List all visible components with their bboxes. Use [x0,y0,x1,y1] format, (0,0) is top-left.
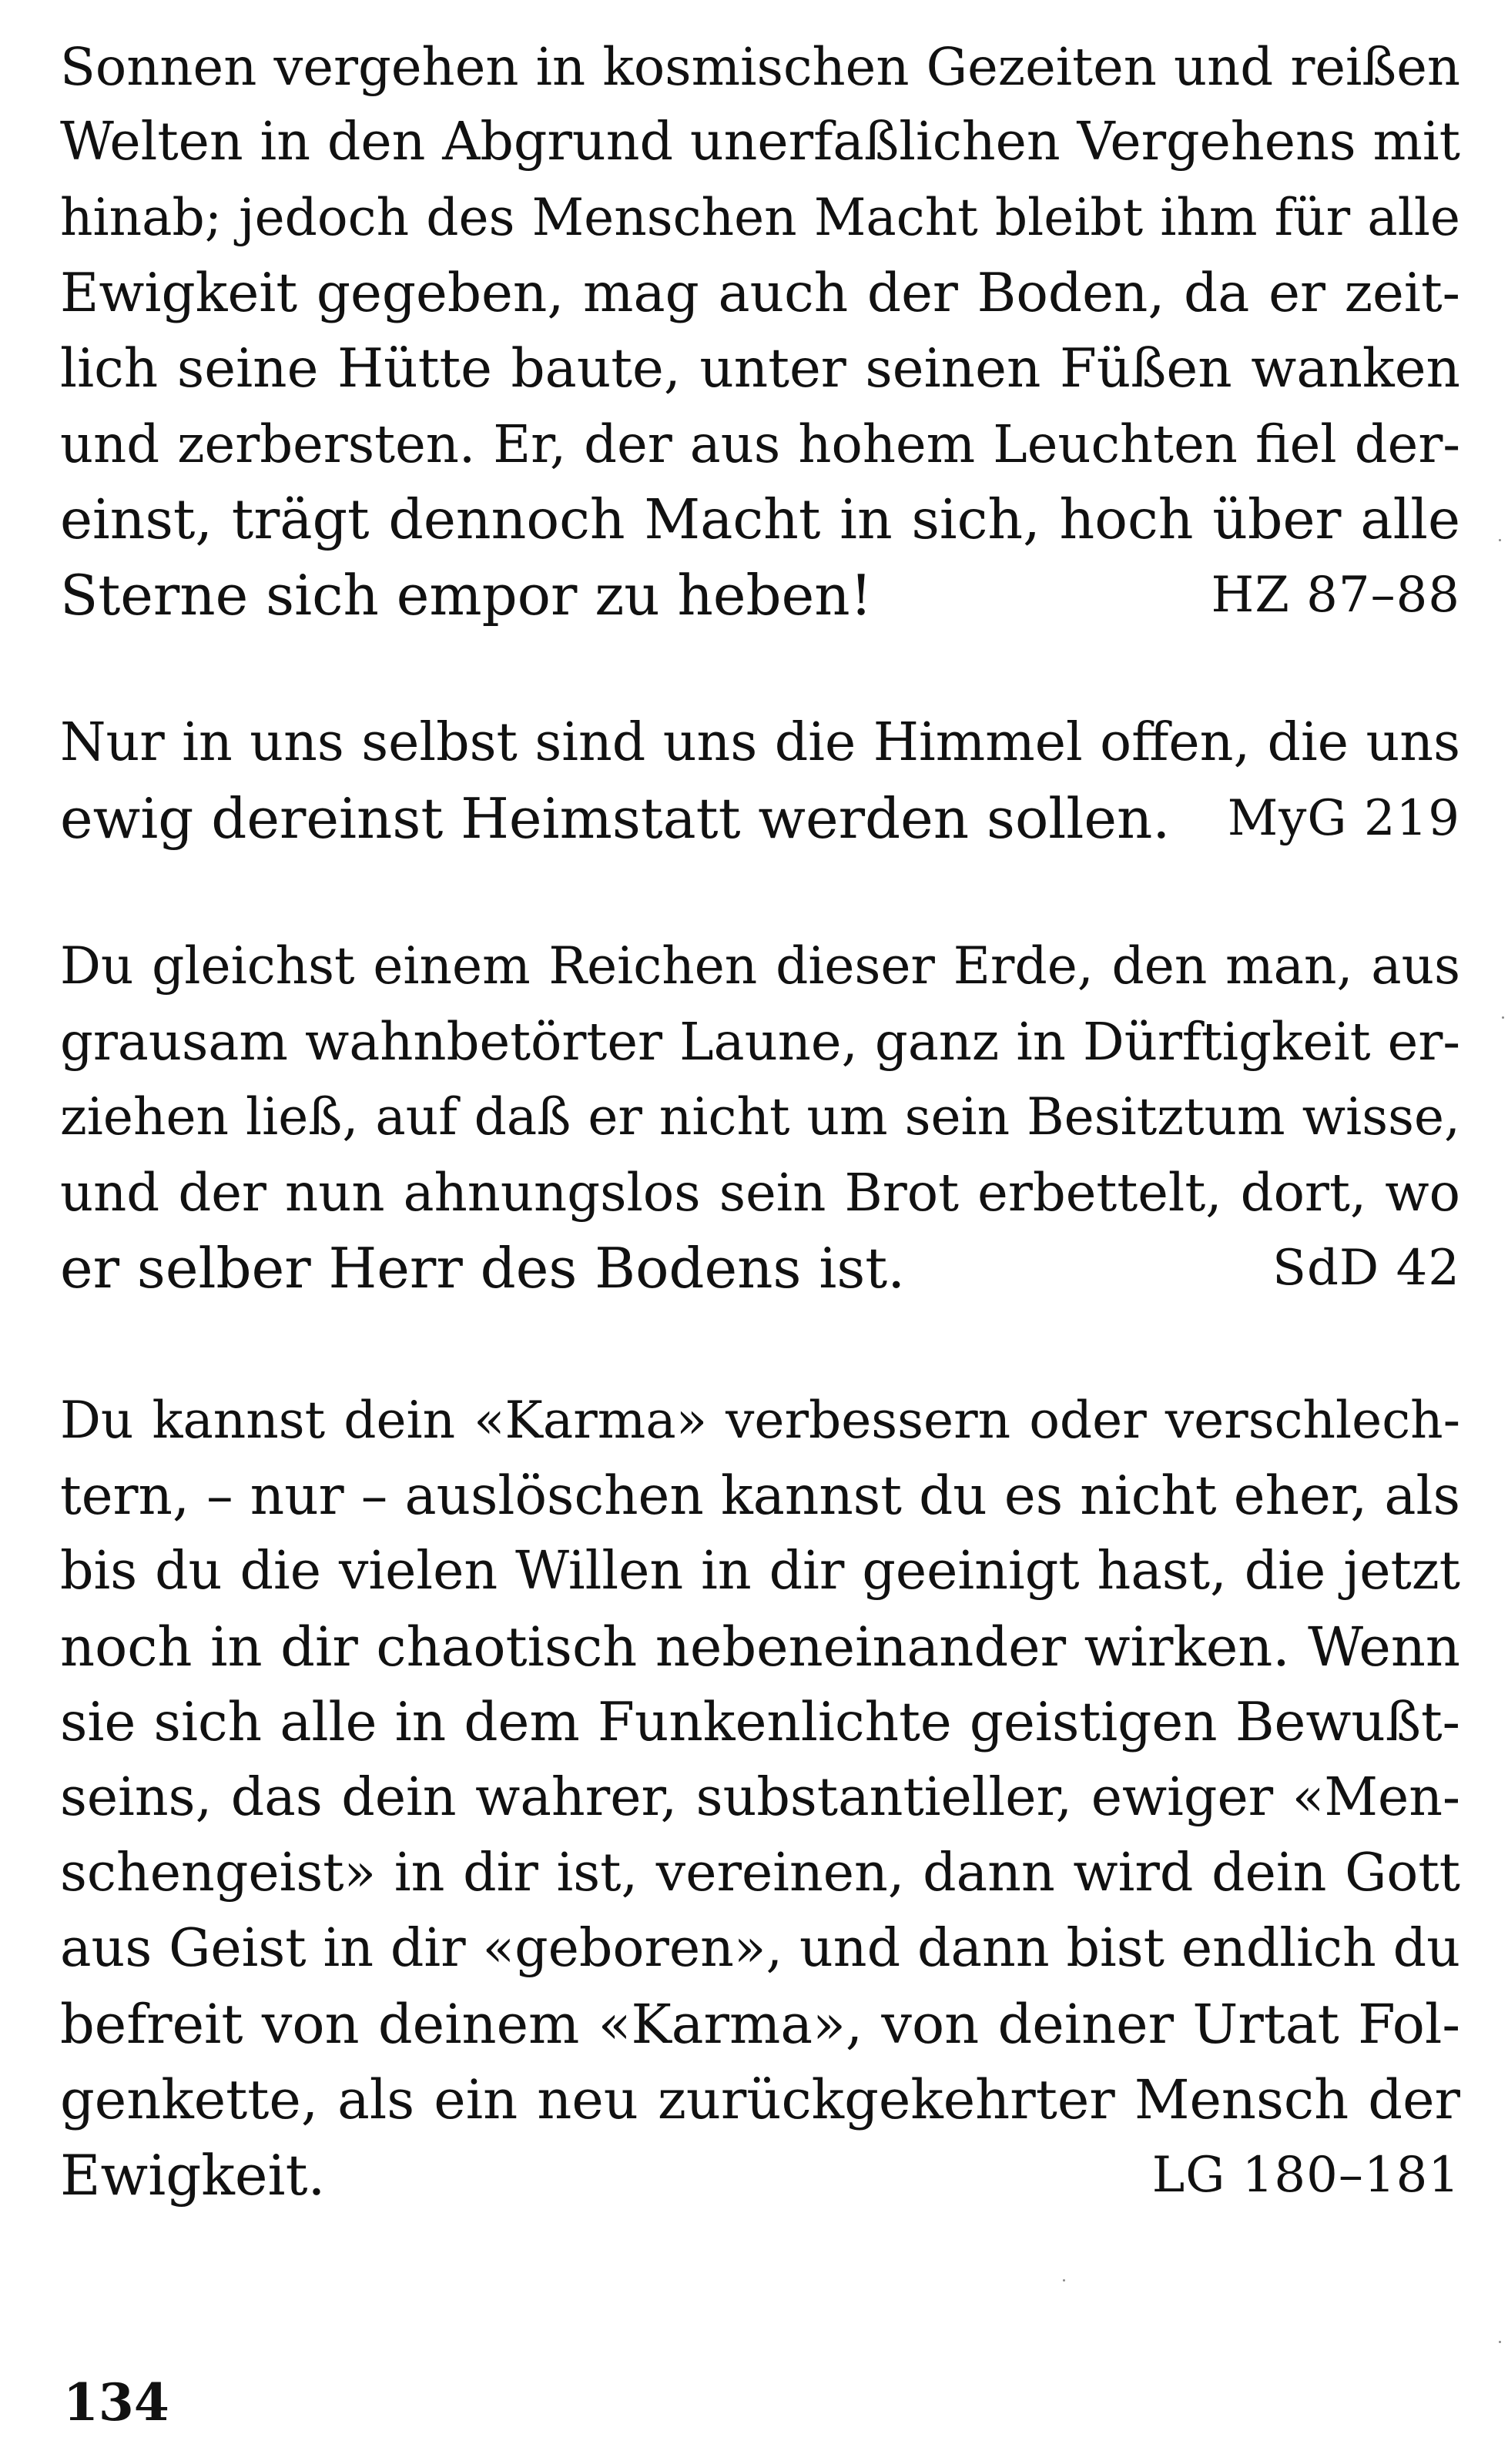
text-line: befreit von deinem «Karma», von deiner Urtat Fol- [60,1993,1460,2056]
text-line-content: er selber Herr des Bodens ist. [60,1236,906,1301]
source-reference: SdD 42 [1272,1240,1460,1297]
source-reference: LG 180–181 [1151,2147,1460,2204]
text-line: schengeist» in dir ist, vereinen, dann wird dein Gott [60,1843,1460,1903]
text-line: aus Geist in dir «geboren», und dann bist endlich du [60,1918,1460,1979]
text-line: grausam wahnbetörter Laune, ganz in Dürftigkeit er- [60,1012,1460,1072]
text-line: Welten in den Abgrund unerfaßlichen Vergehens mit [60,112,1460,172]
text-line: hinab; jedoch des Menschen Macht bleibt ihm für alle [60,188,1460,247]
passage-1 [60,29,1460,633]
scan-speck [1063,2279,1065,2282]
text-line: seins, das dein wahrer, substantieller, ewiger «Men- [60,1767,1460,1828]
text-line-last [60,781,1460,856]
text-line: einst, trägt dennoch Macht in sich, hoch über alle [60,487,1460,551]
source-reference: MyG 219 [1227,790,1460,847]
passage-2 [60,705,1460,856]
text-line-content: ewig dereinst Heimstatt werden sollen. [60,786,1171,851]
text-line: bis du die vielen Willen in dir geeinigt hast, die jetzt [60,1541,1460,1602]
scan-speck [1502,1016,1504,1019]
page-number: 134 [63,2372,169,2432]
passage-4 [60,1383,1460,2213]
text-line-content: Ewigkeit. [60,2143,326,2208]
text-line: Du kannst dein «Karma» verbessern oder verschlech- [60,1391,1460,1450]
text-line-last [60,2138,1460,2213]
text-line: lich seine Hütte baute, unter seinen Füßen wanken [60,338,1460,400]
text-line: tern, – nur – auslöschen kannst du es nicht eher, als [60,1465,1460,1527]
text-line: sie sich alle in dem Funkenlichte geistigen Bewußt- [60,1692,1460,1753]
source-reference: HZ 87–88 [1211,567,1460,624]
text-line: noch in dir chaotisch nebeneinander wirken. Wenn [60,1615,1460,1679]
scan-speck [1499,2341,1501,2343]
text-line: Du gleichst einem Reichen dieser Erde, den man, aus [60,936,1460,996]
text-line: ziehen ließ, auf daß er nicht um sein Besitztum wisse, [60,1087,1460,1147]
text-line: und zerbersten. Er, der aus hohem Leuchten fiel der- [60,414,1460,474]
text-line-content: Sterne sich empor zu heben! [60,563,873,628]
text-line: genkette, als ein neu zurückgekehrter Mensch der [60,2068,1460,2131]
text-line-last [60,557,1460,633]
scan-speck [1499,539,1501,541]
text-line: Nur in uns selbst sind uns die Himmel offen, die uns [60,712,1460,773]
text-line: Ewigkeit gegeben, mag auch der Boden, da er zeit- [60,263,1460,324]
text-line: Sonnen vergehen in kosmischen Gezeiten und reißen [60,37,1460,97]
text-line: und der nun ahnungslos sein Brot erbettelt, dort, wo [60,1163,1460,1223]
text-line-last [60,1230,1460,1306]
passage-3 [60,929,1460,1306]
